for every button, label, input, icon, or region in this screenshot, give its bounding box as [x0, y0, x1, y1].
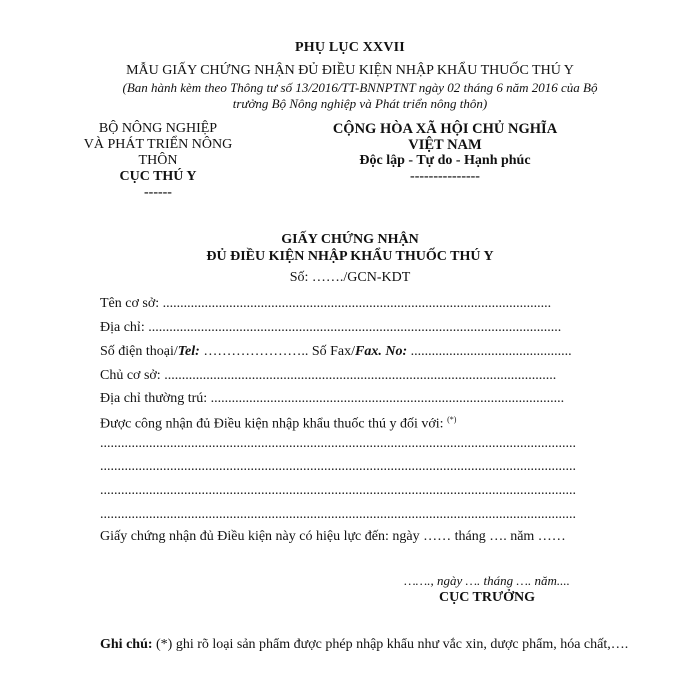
agency-line-3: THÔN [138, 153, 178, 168]
phone-label-en: Tel: [177, 344, 200, 359]
department-name: CỤC THÚ Y [119, 169, 197, 184]
footnote [100, 637, 660, 653]
phone-dots: ………………….. Số Fax/ [199, 344, 356, 359]
signature-date: ……., ngày …. tháng …. năm.... [404, 573, 570, 588]
phone-fax-field [100, 343, 587, 361]
blank-line-1: ........................................................................................................................................ [100, 436, 576, 451]
residence-field: Địa chỉ thường trú: ..................................................................................................... [100, 391, 565, 406]
issued-by-line-1: (Ban hành kèm theo Thông tư số 13/2016/TT-BNNPTNT ngày 02 tháng 6 năm 2016 của Bộ [122, 80, 598, 95]
certificate-title-line-2: ĐỦ ĐIỀU KIỆN NHẬP KHẨU THUỐC THÚ Y [206, 249, 494, 264]
certificate-number: Số: ……./GCN-KDT [289, 270, 411, 285]
signature-title: CỤC TRƯỞNG [438, 590, 536, 605]
footnote-label: Ghi chú: [100, 637, 153, 652]
agency-line-2: VÀ PHÁT TRIỂN NÔNG [83, 137, 233, 152]
footnote-text: (*) ghi rõ loại sản phẩm được phép nhập khẩu như vắc xin, dược phẩm, hóa chất,…. [152, 637, 629, 652]
address-field: Địa chỉ: ...................................................................................................................... [100, 320, 562, 335]
blank-line-3: ........................................................................................................................................ [100, 483, 576, 498]
nation-name: CỘNG HÒA XÃ HỘI CHỦ NGHĨA VIỆT NAM [332, 121, 558, 153]
recognized-label: Được công nhận đủ Điều kiện nhập khẩu thuốc thú y đối với: [100, 416, 448, 432]
certificate-title [0, 231, 700, 265]
agency-block [78, 121, 238, 201]
nation-block [320, 121, 570, 185]
certificate-title-line-1: GIẤY CHỨNG NHẬN [281, 232, 419, 247]
appendix-title: PHỤ LỤC XXVII [295, 40, 405, 55]
agency-line-1: BỘ NÔNG NGHIỆP [98, 121, 218, 136]
issued-by-line-2: trưởng Bộ Nông nghiệp và Phát triển nông thôn) [232, 96, 488, 111]
form-title: MẪU GIẤY CHỨNG NHẬN ĐỦ ĐIỀU KIỆN NHẬP KHẨU THUỐC THÚ Y [126, 63, 574, 78]
nation-separator: --------------- [410, 169, 480, 184]
owner-field: Chủ cơ sở: ................................................................................................................ [100, 368, 557, 383]
recognized-mark: (*) [447, 415, 457, 424]
blank-line-4: ........................................................................................................................................ [100, 507, 576, 522]
validity-field: Giấy chứng nhận đủ Điều kiện này có hiệu lực đến: ngày …… tháng …. năm …… [100, 529, 566, 544]
agency-separator: ------ [144, 185, 172, 200]
nation-motto: Độc lập - Tự do - Hạnh phúc [359, 153, 531, 168]
recognized-field [100, 411, 587, 434]
blank-line-2: ........................................................................................................................................ [100, 459, 576, 474]
facility-name-field: Tên cơ sở: ............................................................................................................... [100, 296, 552, 311]
phone-label: Số điện thoại/ [100, 344, 178, 359]
issued-by-note [80, 80, 640, 112]
fax-dots: .............................................. [407, 344, 572, 359]
fax-label-en: Fax. No: [355, 344, 408, 359]
